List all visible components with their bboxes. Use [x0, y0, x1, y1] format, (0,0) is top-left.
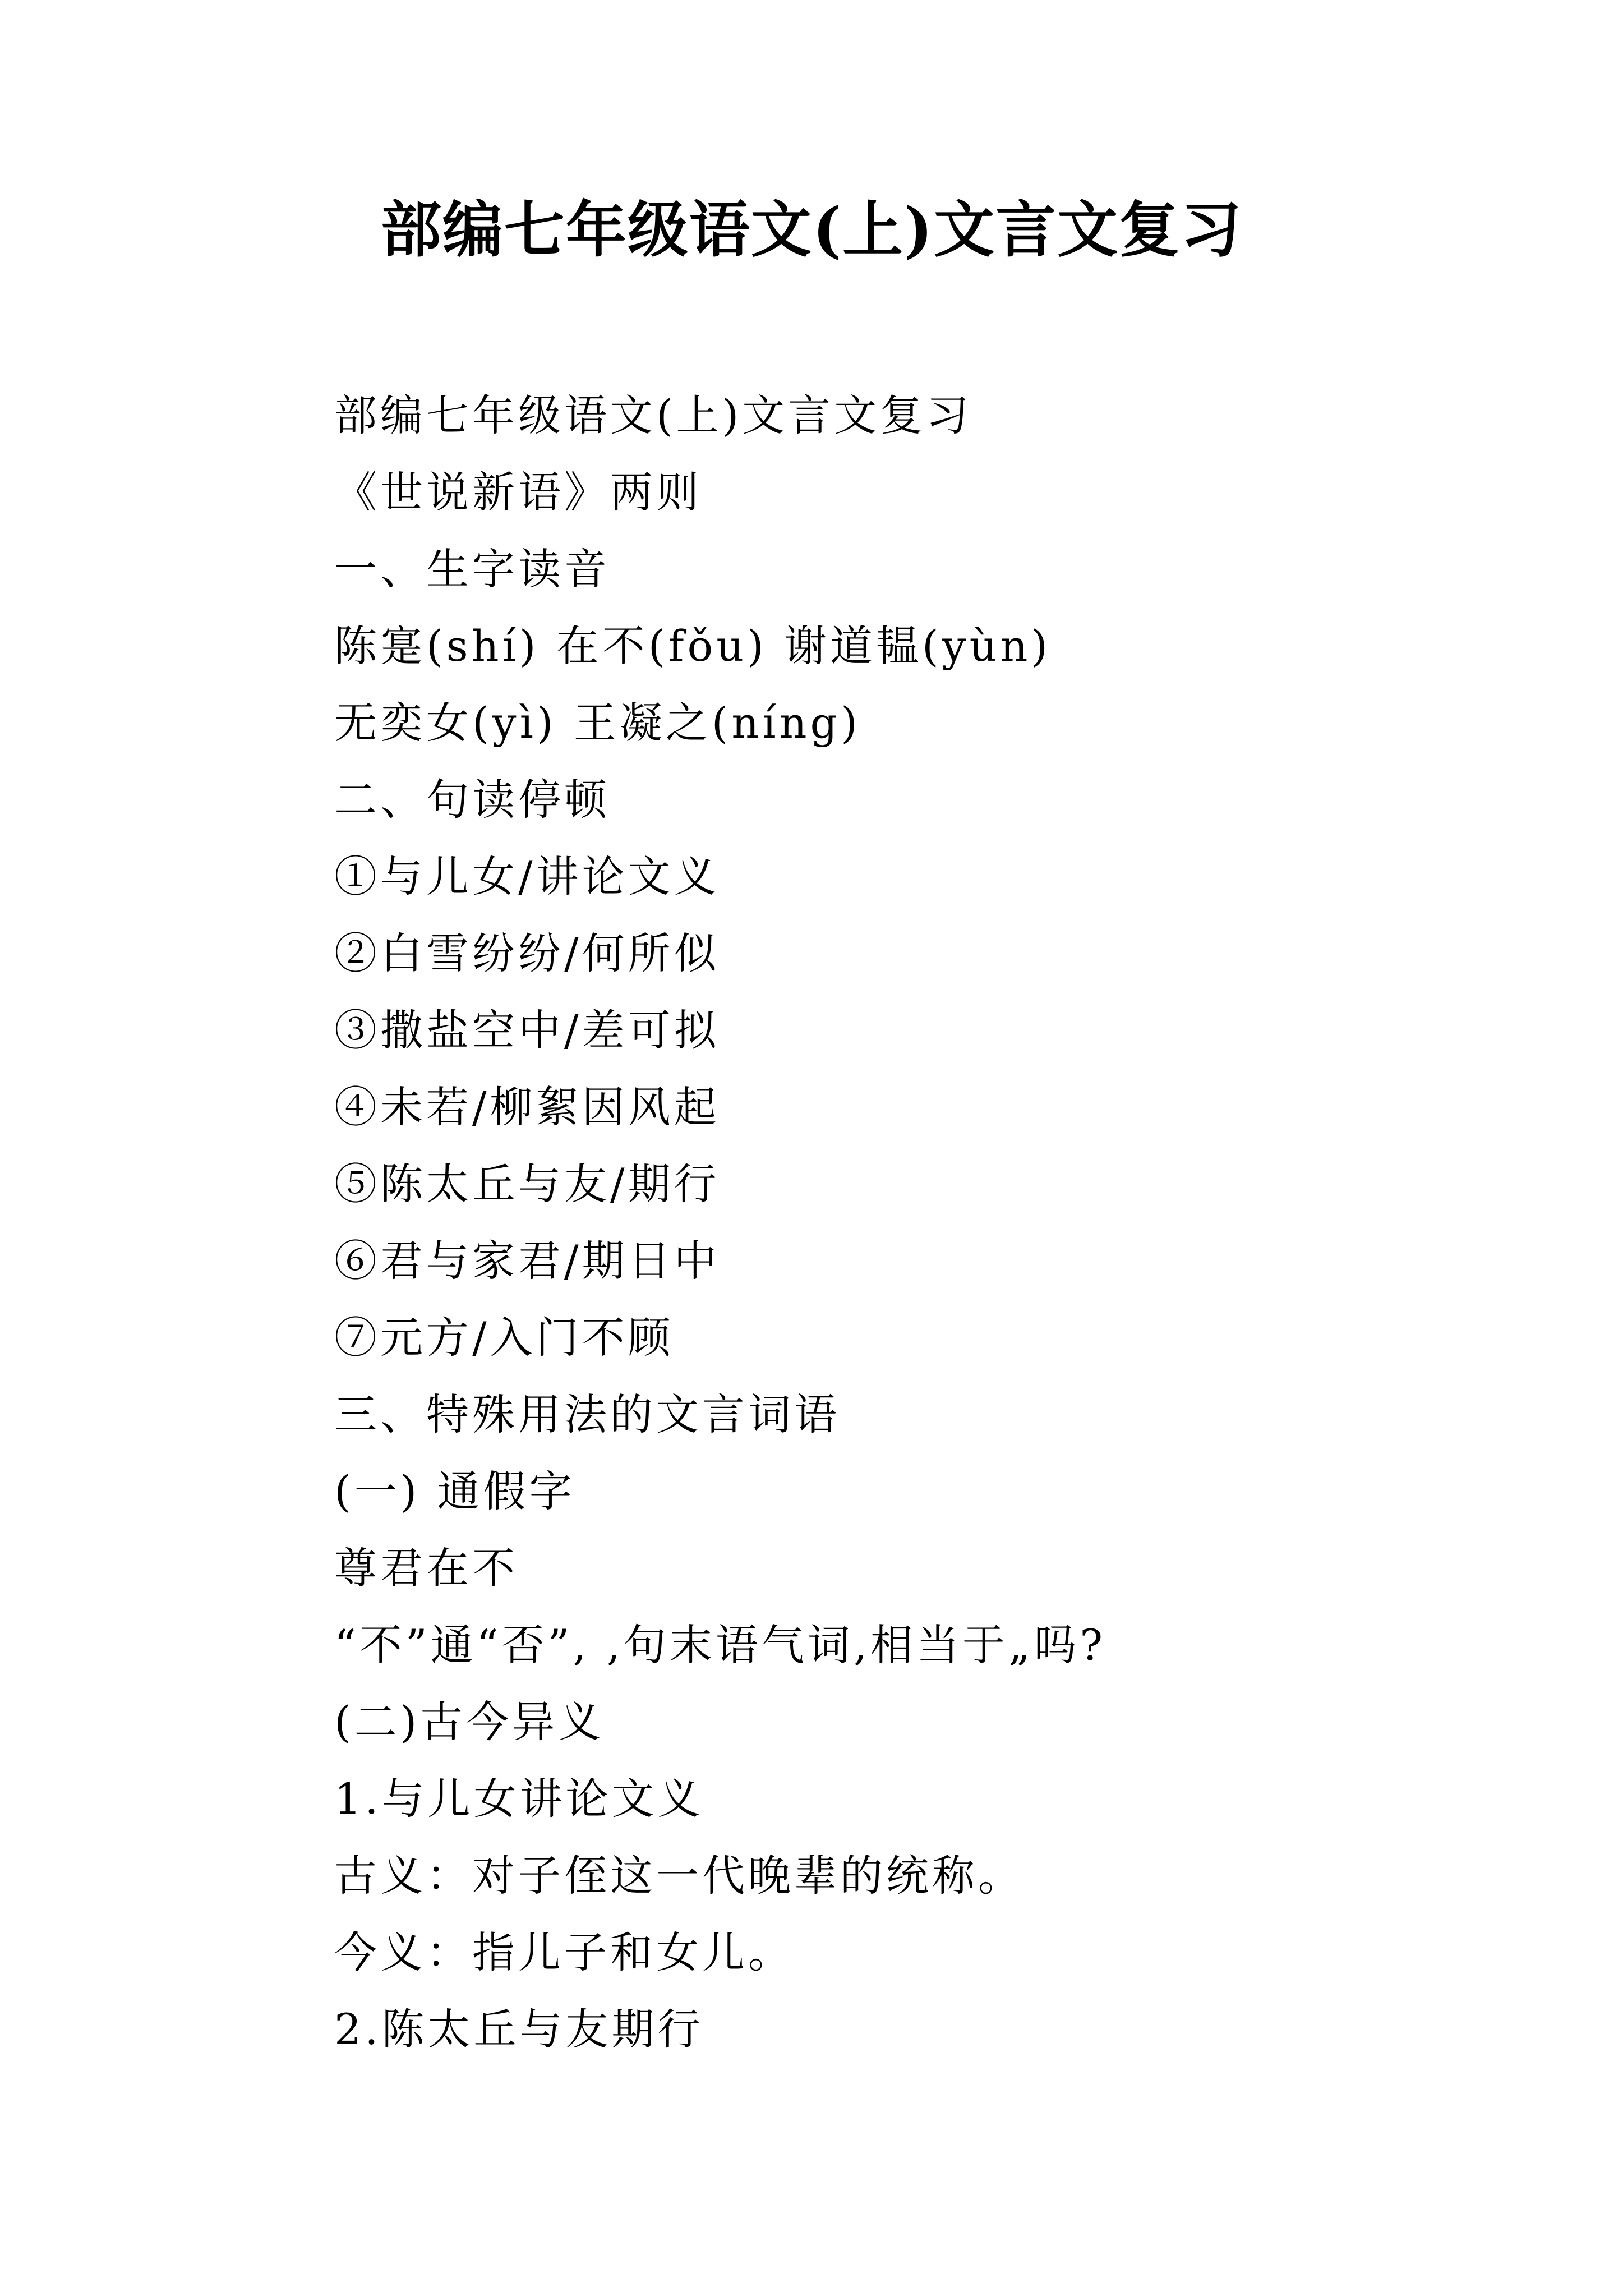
list-item: ③撒盐空中/差可拟	[334, 1005, 720, 1055]
text-line: 古义：对子侄这一代晚辈的统称。	[334, 1851, 1024, 1901]
document-body	[334, 377, 1512, 2068]
document-title: 部编七年级语文(上)文言文复习	[380, 195, 1243, 265]
text-line: 部编七年级语文(上)文言文复习	[334, 390, 972, 440]
subsection-heading: (二)古今异义	[334, 1697, 605, 1747]
list-item: 1.与儿女讲论文义	[334, 1774, 704, 1824]
section-heading: 一、生字读音	[334, 544, 610, 594]
subsection-heading: (一) 通假字	[334, 1466, 575, 1516]
section-heading: 三、特殊用法的文言词语	[334, 1389, 840, 1439]
text-line: “不”通“否”, ,句末语气词,相当于„吗?	[334, 1620, 1106, 1670]
list-item: ⑥君与家君/期日中	[334, 1236, 720, 1286]
list-item: ②白雪纷纷/何所似	[334, 928, 720, 978]
text-line: 《世说新语》两则	[334, 467, 702, 517]
list-item: ⑦元方/入门不顾	[334, 1313, 674, 1363]
list-item: ⑤陈太丘与友/期行	[334, 1159, 720, 1209]
list-item: 2.陈太丘与友期行	[334, 2004, 704, 2054]
section-heading: 二、句读停顿	[334, 775, 610, 825]
text-line: 无奕女(yì) 王凝之(níng)	[334, 698, 861, 748]
list-item: ④未若/柳絮因风起	[334, 1082, 720, 1132]
text-line: 今义：指儿子和女儿。	[334, 1927, 794, 1977]
text-line: 尊君在不	[334, 1543, 518, 1593]
text-line: 陈寔(shí) 在不(fǒu) 谢道韫(yùn)	[334, 621, 1052, 671]
list-item: ①与儿女/讲论文义	[334, 852, 720, 901]
